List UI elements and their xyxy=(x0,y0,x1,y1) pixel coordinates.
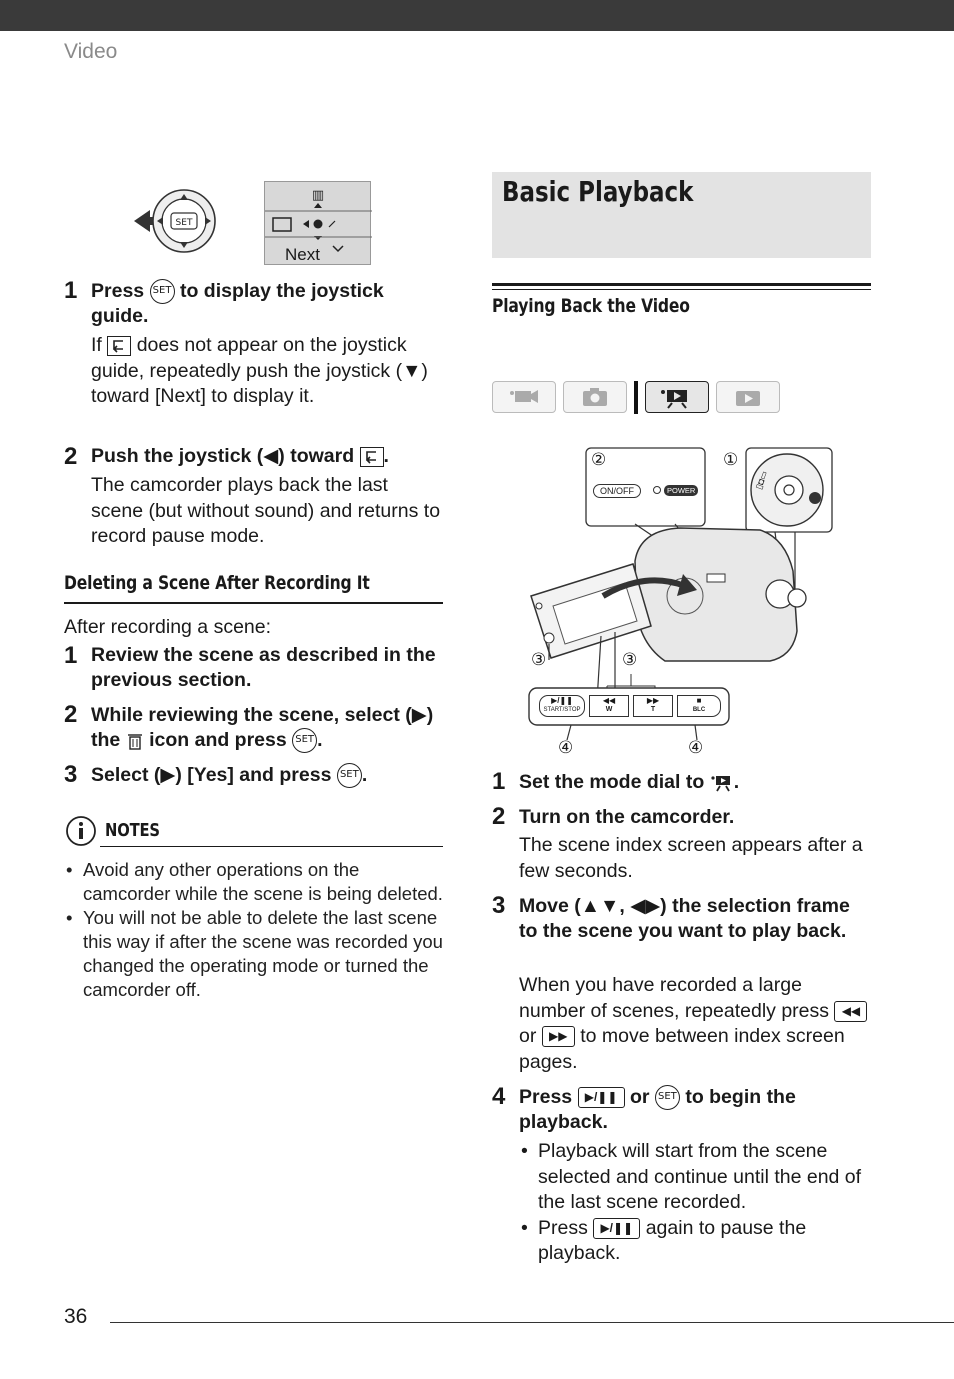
step-number: 2 xyxy=(64,443,78,470)
photo-record-mode-icon xyxy=(563,381,627,413)
info-icon xyxy=(64,815,100,847)
step-body: The camcorder plays back the last scene (but without sound) and returns to record pause mode. xyxy=(91,474,441,547)
step-number: 2 xyxy=(64,701,78,728)
callout-2: ② xyxy=(591,450,607,469)
bullet-list xyxy=(519,1139,871,1267)
separator xyxy=(634,381,638,414)
play-pause-key-icon: ▶/❚❚ xyxy=(593,1218,640,1239)
top-bar xyxy=(0,0,954,31)
step-body: The scene index screen appears after a few seconds. xyxy=(519,834,863,882)
play-pause-key-icon: ▶/❚❚ xyxy=(578,1087,625,1108)
playback-return-icon xyxy=(107,336,131,356)
zoom-w-button: ◀◀ W xyxy=(589,695,629,717)
step-number: 1 xyxy=(492,768,506,795)
callout-3: ③ xyxy=(531,650,547,669)
step-title: Turn on the camcorder. xyxy=(519,806,735,828)
step-number: 3 xyxy=(64,761,78,788)
delete-intro: After recording a scene: xyxy=(64,616,272,638)
rewind-key-icon: ◀◀ xyxy=(834,1001,867,1022)
step-number: 1 xyxy=(64,642,78,669)
delete-heading: Deleting a Scene After Recording It xyxy=(64,572,370,594)
set-button-icon: SET xyxy=(655,1085,680,1110)
step-title: While reviewing the scene, select (▶) the icon and press SET . xyxy=(91,703,443,753)
svg-text:▥: ▥ xyxy=(311,187,325,202)
step-body: When you have recorded a large number of scenes, repeatedly press ◀◀ or ▶▶ to move between index screen pages. xyxy=(519,973,871,1075)
set-button-icon: SET xyxy=(292,728,317,753)
section-label: Video xyxy=(64,40,118,63)
step-number: 3 xyxy=(492,892,506,919)
step-title: Move (▲▼, ◀▶) the selection frame to the scene you want to play back. xyxy=(519,895,850,942)
notes-label: NOTES xyxy=(105,820,160,841)
divider xyxy=(100,846,443,847)
callout-4: ④ xyxy=(688,738,704,757)
step-title: Push the joystick (◀) toward . xyxy=(91,445,389,467)
trash-icon xyxy=(126,731,144,751)
step-title: Set the mode dial to . xyxy=(519,771,740,793)
set-button-icon: SET xyxy=(150,279,175,304)
step-number: 2 xyxy=(492,803,506,830)
page-title: Basic Playback xyxy=(502,175,694,208)
divider xyxy=(64,602,443,604)
step-title: Select (▶) [Yes] and press SET . xyxy=(91,763,443,788)
step-body: If does not appear on the joystick guide, repeatedly push the joystick (▼) toward [Next] to display it. xyxy=(91,334,428,407)
divider xyxy=(492,283,871,286)
callout-4: ④ xyxy=(558,738,574,757)
playback-return-icon xyxy=(360,447,384,467)
blc-button: ■ BLC xyxy=(677,695,721,717)
step-title: Press SET to display the joystick guide. xyxy=(91,280,384,328)
next-label: Next xyxy=(285,245,320,264)
video-record-mode-icon xyxy=(492,381,556,413)
step-title: Press ▶/❚❚ or SET to begin the playback. xyxy=(519,1086,796,1134)
bullet-item: • Playback will start from the scene selected and continue until the end of the last scene recorded. xyxy=(519,1139,871,1216)
svg-text:SET: SET xyxy=(175,218,193,228)
on-off-switch: ON/OFF xyxy=(593,484,641,498)
bullet-item: • Press ▶/❚❚ again to pause the playback. xyxy=(519,1216,871,1267)
svg-text:▯◘▭: ▯◘▭ xyxy=(753,469,770,491)
zoom-t-button: ▶▶ T xyxy=(633,695,673,717)
note-item: • You will not be able to delete the last scene this way if after the scene was recorded you changed the operating mode or turned the camcorder off. xyxy=(64,906,444,1002)
notes-list xyxy=(64,858,444,1002)
camcorder-diagram xyxy=(525,446,835,761)
subheading: Playing Back the Video xyxy=(492,295,690,317)
photo-playback-mode-icon xyxy=(716,381,780,413)
start-stop-button: ▶/❚❚ START/STOP xyxy=(539,695,585,717)
joystick-illustration xyxy=(130,186,220,256)
footer-rule xyxy=(110,1322,954,1323)
power-label: POWER xyxy=(664,485,698,496)
step-number: 4 xyxy=(492,1083,506,1110)
power-indicator xyxy=(653,486,661,494)
callout-1: ① xyxy=(723,450,739,469)
callout-3: ③ xyxy=(622,650,638,669)
fast-forward-key-icon: ▶▶ xyxy=(542,1026,575,1047)
set-button-icon: SET xyxy=(337,763,362,788)
joystick-guide-screen xyxy=(264,181,371,265)
step-number: 1 xyxy=(64,277,78,304)
note-item: • Avoid any other operations on the camcorder while the scene is being deleted. xyxy=(64,858,444,906)
page-number: 36 xyxy=(64,1305,88,1328)
divider xyxy=(492,289,871,290)
video-playback-mode-icon xyxy=(645,381,709,413)
video-playback-mode-icon xyxy=(710,774,734,792)
step-title: Review the scene as described in the previous section. xyxy=(91,644,436,691)
